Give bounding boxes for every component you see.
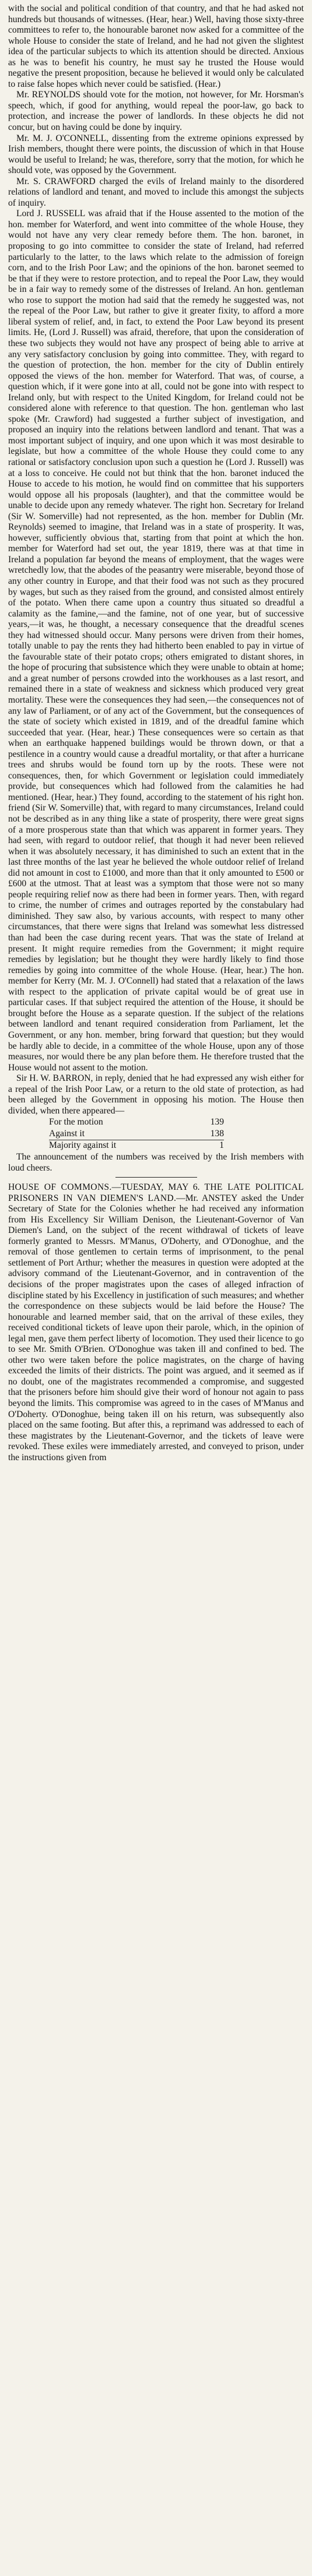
section-divider [115, 1177, 197, 1178]
paragraph-oconnell: Mr. M. J. O'CONNELL, dissenting from the extreme opinions expressed by Irish members, thought there were points, the discussion of which in that House would be useful to Ireland; he was, therefore, sorry that the motion, for which he should vote, was opposed by the Government. [8, 133, 304, 176]
paragraph-division-closing: The announcement of the numbers was received by the Irish members with loud cheers. [8, 1151, 304, 1173]
division-against-label: Against it [49, 1128, 85, 1139]
section-subtitle: THE LATE POLITICAL PRISONERS IN VAN DIEMEN'S LAND. [8, 1182, 304, 1203]
division-majority-count: 1 [219, 1140, 224, 1151]
paragraph-russell: Lord J. RUSSELL was afraid that if the House assented to the motion of the hon. member for Waterford, and went into committee of the whole House, they would not have any very clear remedy before them. The hon. baronet, in proposing to go into committee to consider the state of Ireland, had referred particularly to the latter, to the laws which relate to the admission of foreign corn, and to the Irish Poor Law; and the opinions of the hon. baronet seemed to be that if they were to restore protection, and to repeal the Poor Law, they would be in a fair way to remedy some of the distresses of Ireland. An hon. gentleman who rose to support the motion had said that the remedy he suggested was, not the repeal of the Poor Law, but rather to give it greater fixity, to afford a more liberal system of relief, and, in fact, to extend the Poor Law beyond its present limits. He, (Lord J. Russell) was afraid, therefore, that upon the consideration of these two subjects they would not have any prospect of being able to arrive at any very satisfactory conclusion by going into committee. They, with regard to the question of protection, the hon. member for the city of Dublin entirely opposed the views of the hon. member for Waterford. That was, of course, a question which, if it were gone into at all, could not be gone into with respect to Ireland only, but with respect to the United Kingdom, for Ireland could not be considered alone with reference to that question. The hon. gentleman who last spoke (Mr. Crawford) had suggested a further subject of investigation, and proposed an inquiry into the relations between landlord and tenant. That was a most important subject of inquiry, and one upon which it was most desirable to legislate, but how a committee of the whole House they could come to any rational or satisfactory conclusion upon such a question he (Lord J. Russell) was at a loss to conceive. He could not but think that the hon. baronet induced the House to accede to his motion, he would find on committee that his supporters would oppose all his proposals (laughter), and that the committee would be unable to decide upon any remedy whatever. The right hon. Secretary for Ireland (Sir W. Somerville) had not represented, as the hon. member for Dublin (Mr. Reynolds) seemed to imagine, that Ireland was in a state of prosperity. It was, however, sufficiently obvious that, starting from that point at which the hon. member for Waterford had set out, the year 1819, there was at that time in Ireland a population far beyond the means of employment, that the wages were wretchedly low, that the abodes of the peasantry were miserable, beyond those of any other country in Europe, and that their food was not such as they procured by wages, but such as they raised from the ground, and consisted almost entirely of the potato. When there came upon a country thus situated so dreadful a calamity as the famine,—and the famine, not of one year, but of successive years,—it was, he thought, a necessary consequence that the dreadful scenes they had witnessed should occur. Many persons were driven from their homes, totally unable to pay the rents they had hitherto been enabled to pay in virtue of the favourable state of their potato crops; others emigrated to distant shores, in the hope of procuring that subsistence which they were unable to obtain at home; and a great number of persons crowded into the workhouses as a last resort, and remained there in a state of weakness and sickness which produced very great mortality. These were the consequences they had seen,—the consequences not of any law of Parliament, or of any act of the Government, but the consequences of the state of society which existed in 1819, and of the dreadful famine which succeeded that year. (Hear, hear.) These consequences were so certain as that when an earthquake happened buildings would be thrown down, or that a pestilence in a country would cause a dreadful mortality, or that after a hurricane trees and shrubs would be found torn up by the roots. These were not consequences, then, for which Government or legislation could immediately provide, but consequences which had followed from the calamities he had mentioned. (Hear, hear.) They found, according to the statement of his right hon. friend (Sir W. Somerville) that, with regard to many circumstances, Ireland could not be described as in any thing like a state of prosperity, there were great signs of a more prosperous state than that which was apparent in former years. They had seen, with regard to outdoor relief, that though it had never been relieved when it was absolutely necessary, it has diminished to such an extent that in the last three months of the last year he believed the whole outdoor relief of Ireland did not amount in cost to £1000, and more than that it only amounted to £500 or £600 at the utmost. That at least was a symptom that those were not so many people requiring relief now as there had been in former years. Then, with regard to crime, the number of crimes and outrages reported by the constabulary had diminished. They saw also, by various accounts, with respect to many other circumstances, that there were signs that Ireland was somewhat less distressed than had been the case during recent years. That was the state of Ireland at present. It might require remedies from the Government; it might require remedies by legislation; but he thought they were hardly likely to find those remedies by going into committee of the whole House. (Hear, hear.) The hon. member for Kerry (Mr. M. J. O'Connell) had stated that a relaxation of the laws with respect to the application of private capital would be of great use in particular cases. If that subject required the attention of the House, it should be brought before the House as a separate question. If the subject of the relations between landlord and tenant required consideration from Parliament, let the Government, or any hon. member, bring forward that question; but they would be hardly able to decide, in a committee of the whole House, upon any of those measures, nor would there be any plan before them. He therefore trusted that the House would not assent to the motion. [8, 209, 304, 1073]
paragraph-opening: with the social and political condition of that country, and that he had asked not hundreds but thousands of witnesses. (Hear, hear.) Well, having those sixty-three committees to refer to, the honourable baronet now asked for a committee of the whole House to consider the state of Ireland, and he had not given the slightest idea of the particular subjects to which its attention should be directed. Anxious as he was to benefit his country, he must say he trusted the House would negative the present proposition, because he believed it would only be calculated to raise false hopes which never could be satisfied. (Hear.) [8, 3, 304, 89]
division-against-row [49, 1129, 224, 1140]
paragraph-barron-reply: Sir H. W. BARRON, in reply, denied that he had expressed any wish either for a repeal of the Irish Poor Law, or a return to the old state of protection, as had been alleged by the Government in opposing his motion. The House then divided, when there appeared— [8, 1073, 304, 1116]
division-for-label: For the motion [49, 1117, 103, 1127]
section-title: HOUSE OF COMMONS. [8, 1182, 112, 1193]
division-majority-label: Majority against it [49, 1140, 117, 1151]
division-against-count: 138 [210, 1128, 224, 1139]
division-for-count: 139 [210, 1117, 224, 1127]
division-majority-row [49, 1140, 224, 1151]
division-for-row [49, 1117, 224, 1128]
section-body: —Mr. ANSTEY asked the Under Secretary of State for the Colonies whether he had received any information from His Excellency Sir William Denison, the Lieutenant-Governor of Van Diemen's Land, on the subject of the recent withdrawal of tickets of leave formerly granted to Messrs. M'Manus, O'Doherty, and O'Donoghue, and the removal of those gentlemen to certain terms of imprisonment, to the penal settlement of Port Arthur; whether the measures in question were adopted at the advisory command of the Lieutenant-Governor, and in contravention of the decisions of the proper magistrates upon the cases of alleged infraction of discipline stated by his Excellency in justification of such measures; and whether the correspondence on these subjects would be laid before the House? The honourable and learned member said, that on the arrival of these exiles, they received conditional tickets of leave upon their parole, which, in the opinion of legal men, gave them perfect liberty of locomotion. They used their licence to go to see Mr. Smith O'Brien. O'Donoghue was taken ill and confined to bed. The other two were taken before the police magistrates, on the charge of having exceeded the limits of their districts. The point was argued, and it seemed as if no doubt, one of the magistrates recommended a compromise, and suggested that the prisoners before him should give their word of honour not again to pass beyond the limits. This compromise was agreed to in the cases of M'Manus and O'Doherty. O'Donoghue, being taken ill on his return, was subsequently also placed on the same footing. But after this, a reprimand was addressed to each of these magistrates by the Lieutenant-Governor, and the tickets of leave were revoked. These exiles were immediately arrested, and conveyed to prison, under the instructions given from [8, 1193, 304, 1463]
paragraph-crawford: Mr. S. CRAWFORD charged the evils of Ireland mainly to the disordered relations of landlord and tenant, and moved to include this amongst the subjects of inquiry. [8, 176, 304, 208]
paragraph-reynolds: Mr. REYNOLDS should vote for the motion, not however, for Mr. Horsman's speech, which, if good for anything, would repeal the poor-law, go back to protection, and increase the power of landlords. In these objects he did not concur, but on having could be done by inquiry. [8, 90, 304, 133]
section-dateline: —TUESDAY, MAY 6. [111, 1182, 200, 1193]
section-heading [8, 1182, 304, 1463]
